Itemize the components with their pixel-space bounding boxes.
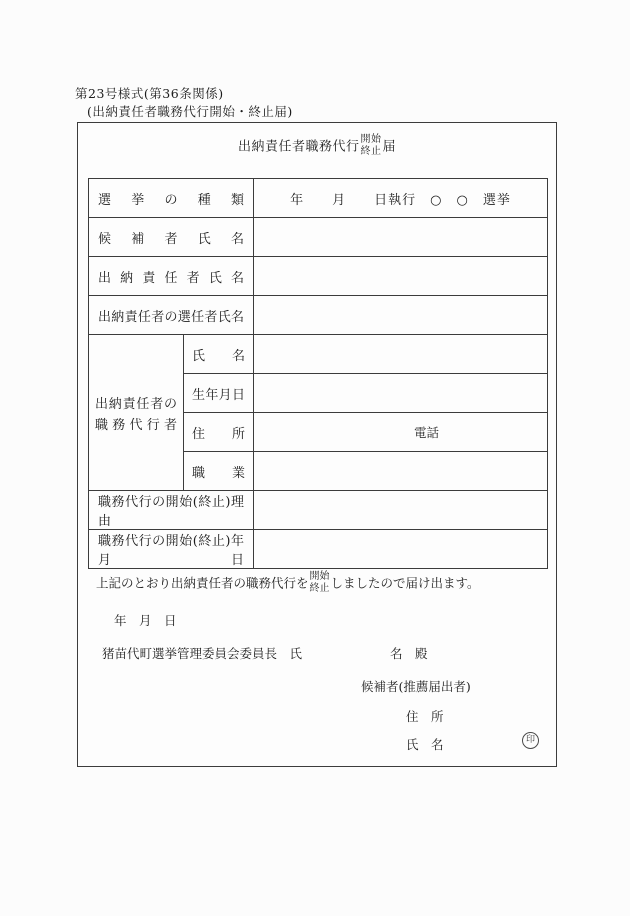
form-name-note: (出納責任者職務代行開始・終止届): [87, 104, 293, 119]
label-deputy-address: 住所: [184, 413, 254, 452]
form-frame: [77, 122, 557, 767]
stack-end: 終止: [360, 146, 382, 157]
declaration-statement: [96, 572, 480, 596]
form-title-suffix: 届: [382, 139, 397, 155]
value-deputy-name: [254, 335, 548, 374]
label-deputy-name: 氏名: [184, 335, 254, 374]
label-candidate-name: 候補者氏名: [89, 218, 254, 257]
candidate-signer-label: 候補者(推薦届出者): [361, 679, 471, 694]
value-start-end-reason: [254, 491, 548, 530]
form-number: 第23号様式(第36条関係): [75, 86, 224, 101]
form-title-prefix: 出納責任者職務代行: [237, 139, 360, 155]
value-treasurer-name: [254, 257, 548, 296]
seal-icon: 印: [522, 732, 539, 749]
addressee-line: [102, 644, 428, 662]
value-deputy-address-phone: 電話: [254, 413, 548, 452]
table-row: [89, 296, 548, 335]
stack-end: 終止: [309, 583, 330, 594]
table-row: [89, 179, 548, 218]
value-deputy-occupation: [254, 452, 548, 491]
value-treasurer-appointer-name: [254, 296, 548, 335]
signer-name-label: 氏 名: [406, 737, 444, 752]
table-row: [89, 491, 548, 530]
table-row: [89, 257, 548, 296]
date-line: 年 月 日: [114, 613, 177, 628]
label-start-end-reason: 職務代行の開始(終止)理由: [89, 491, 254, 530]
signer-address-label: 住 所: [406, 709, 444, 724]
statement-prefix: 上記のとおり出納責任者の職務代行を: [96, 575, 309, 591]
label-treasurer-appointer-name: 出納責任者の選任者氏名: [89, 296, 254, 335]
statement-start-end-stack: [310, 571, 330, 595]
addressee-left: 猪苗代町選挙管理委員会委員長 氏: [102, 646, 303, 661]
statement-suffix: しましたので届け出ます。: [330, 575, 480, 591]
value-election-type: 年 月 日執行 ○ ○ 選挙: [254, 179, 548, 218]
label-deputy-occupation: 職業: [184, 452, 254, 491]
label-election-type: 選挙の種類: [89, 179, 254, 218]
value-candidate-name: [254, 218, 548, 257]
label-treasurer-name: 出納責任者氏名: [89, 257, 254, 296]
form-title: [78, 135, 556, 159]
value-deputy-birthdate: [254, 374, 548, 413]
label-deputy-birthdate: 生年月日: [184, 374, 254, 413]
addressee-right: 名 殿: [390, 646, 428, 661]
stack-start: 開始: [309, 571, 330, 582]
main-table: [88, 178, 548, 569]
table-row: [89, 218, 548, 257]
label-deputy-group: 出納責任者の 職務代行者: [89, 335, 184, 491]
value-start-end-date: [254, 530, 548, 569]
stack-start: 開始: [360, 134, 382, 145]
table-row: [89, 335, 548, 374]
label-start-end-date: 職務代行の開始(終止)年月日: [89, 530, 254, 569]
form-title-start-end-stack: [361, 134, 382, 158]
table-row: [89, 530, 548, 569]
